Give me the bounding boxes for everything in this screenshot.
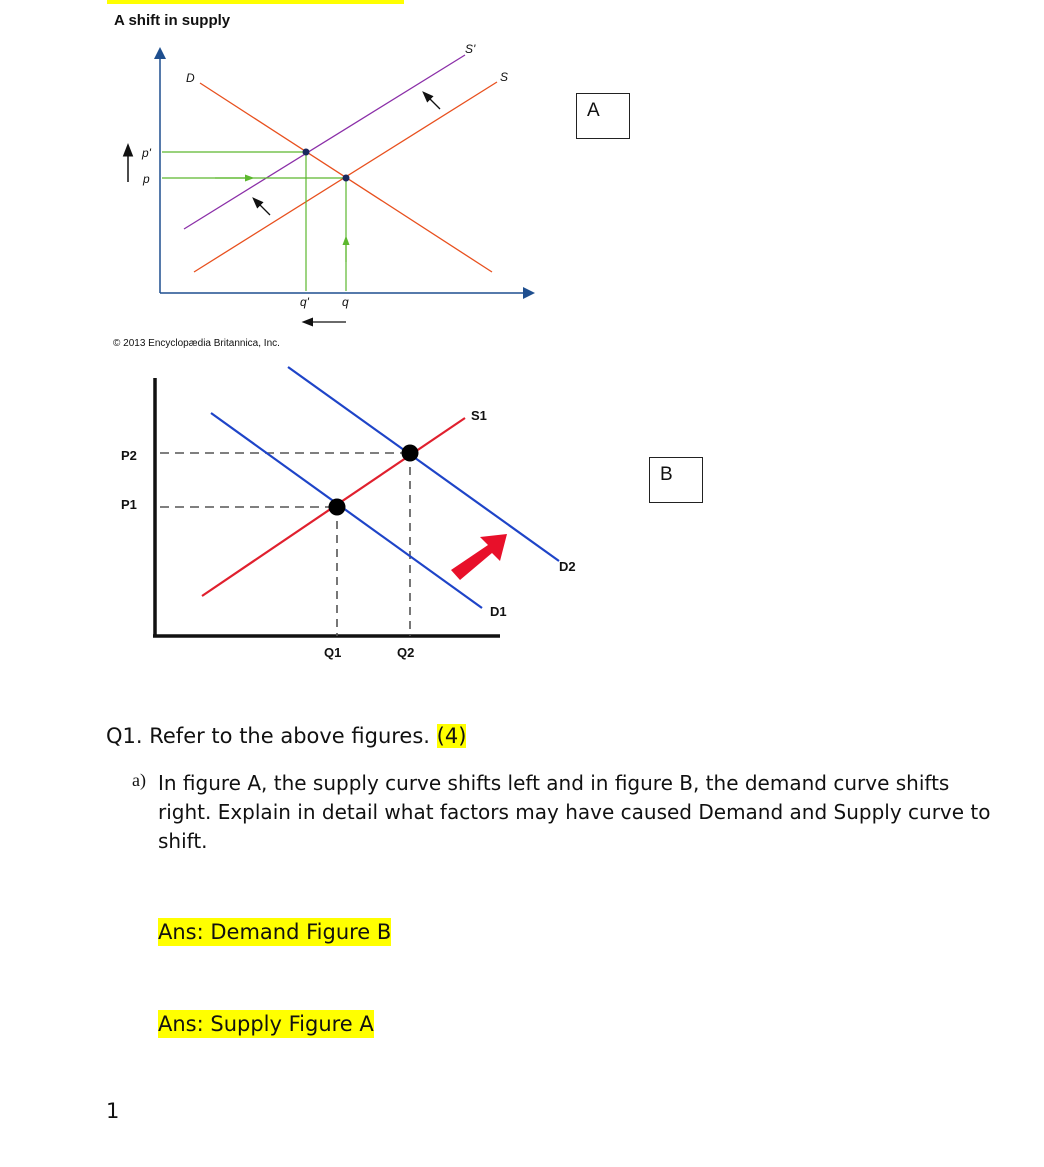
figure-a-label-quantity-new: q' (300, 295, 309, 309)
figure-a-label-quantity: q (342, 295, 349, 309)
figure-b-demand-2-curve (288, 367, 559, 561)
figure-b-label-supply: S1 (471, 408, 487, 423)
figure-a-copyright: © 2013 Encyclopædia Britannica, Inc. (113, 338, 280, 349)
figure-a-label-demand: D (186, 71, 195, 85)
figure-b-demand-1-curve (211, 413, 482, 608)
answer-supply: Ans: Supply Figure A (158, 1012, 374, 1036)
page-number: 1 (106, 1099, 120, 1123)
question-prefix: Q1. Refer to the above figures. (106, 724, 437, 748)
figure-b-label-quantity-2: Q2 (397, 645, 415, 660)
figure-b-shift-arrow (451, 534, 507, 580)
figure-b-label-price-1: P1 (121, 497, 137, 512)
figure-a-label-price-new: p' (142, 146, 151, 160)
answer-demand: Ans: Demand Figure B (158, 920, 392, 944)
figure-a-label-price: p (143, 172, 150, 186)
figure-a-chart (128, 42, 532, 322)
figure-b-equilibrium-1 (329, 499, 346, 516)
figure-a-label-box: A (576, 93, 630, 139)
figure-a-equilibrium (343, 175, 350, 182)
figure-b-label-price-2: P2 (121, 448, 137, 463)
figure-b-chart (121, 367, 576, 660)
figure-a-label-supply-new: S' (465, 42, 476, 56)
figure-b-equilibrium-2 (402, 445, 419, 462)
figure-a-shift-arrow-lower (254, 199, 270, 215)
part-a-text: In figure A, the supply curve shifts left and in figure B, the demand curve shifts right. Explain in detail what factors may have caused Demand and Supply curve to shift. (158, 771, 991, 853)
question-marks: (4) (436, 724, 467, 748)
part-a-marker: a) (132, 770, 146, 790)
figure-a-supply-new-curve (184, 55, 465, 229)
question-heading (106, 724, 466, 748)
figure-a-title: A shift in supply (114, 12, 231, 29)
figure-b-label-demand-2: D2 (559, 559, 576, 574)
figure-a-label-supply: S (500, 70, 509, 84)
figure-b-label-box: B (649, 457, 703, 503)
figure-a-shift-arrow-upper (424, 93, 440, 109)
figure-b-label-quantity-1: Q1 (324, 645, 342, 660)
figure-b-label-demand-1: D1 (490, 604, 507, 619)
figure-a-equilibrium-new (303, 149, 310, 156)
